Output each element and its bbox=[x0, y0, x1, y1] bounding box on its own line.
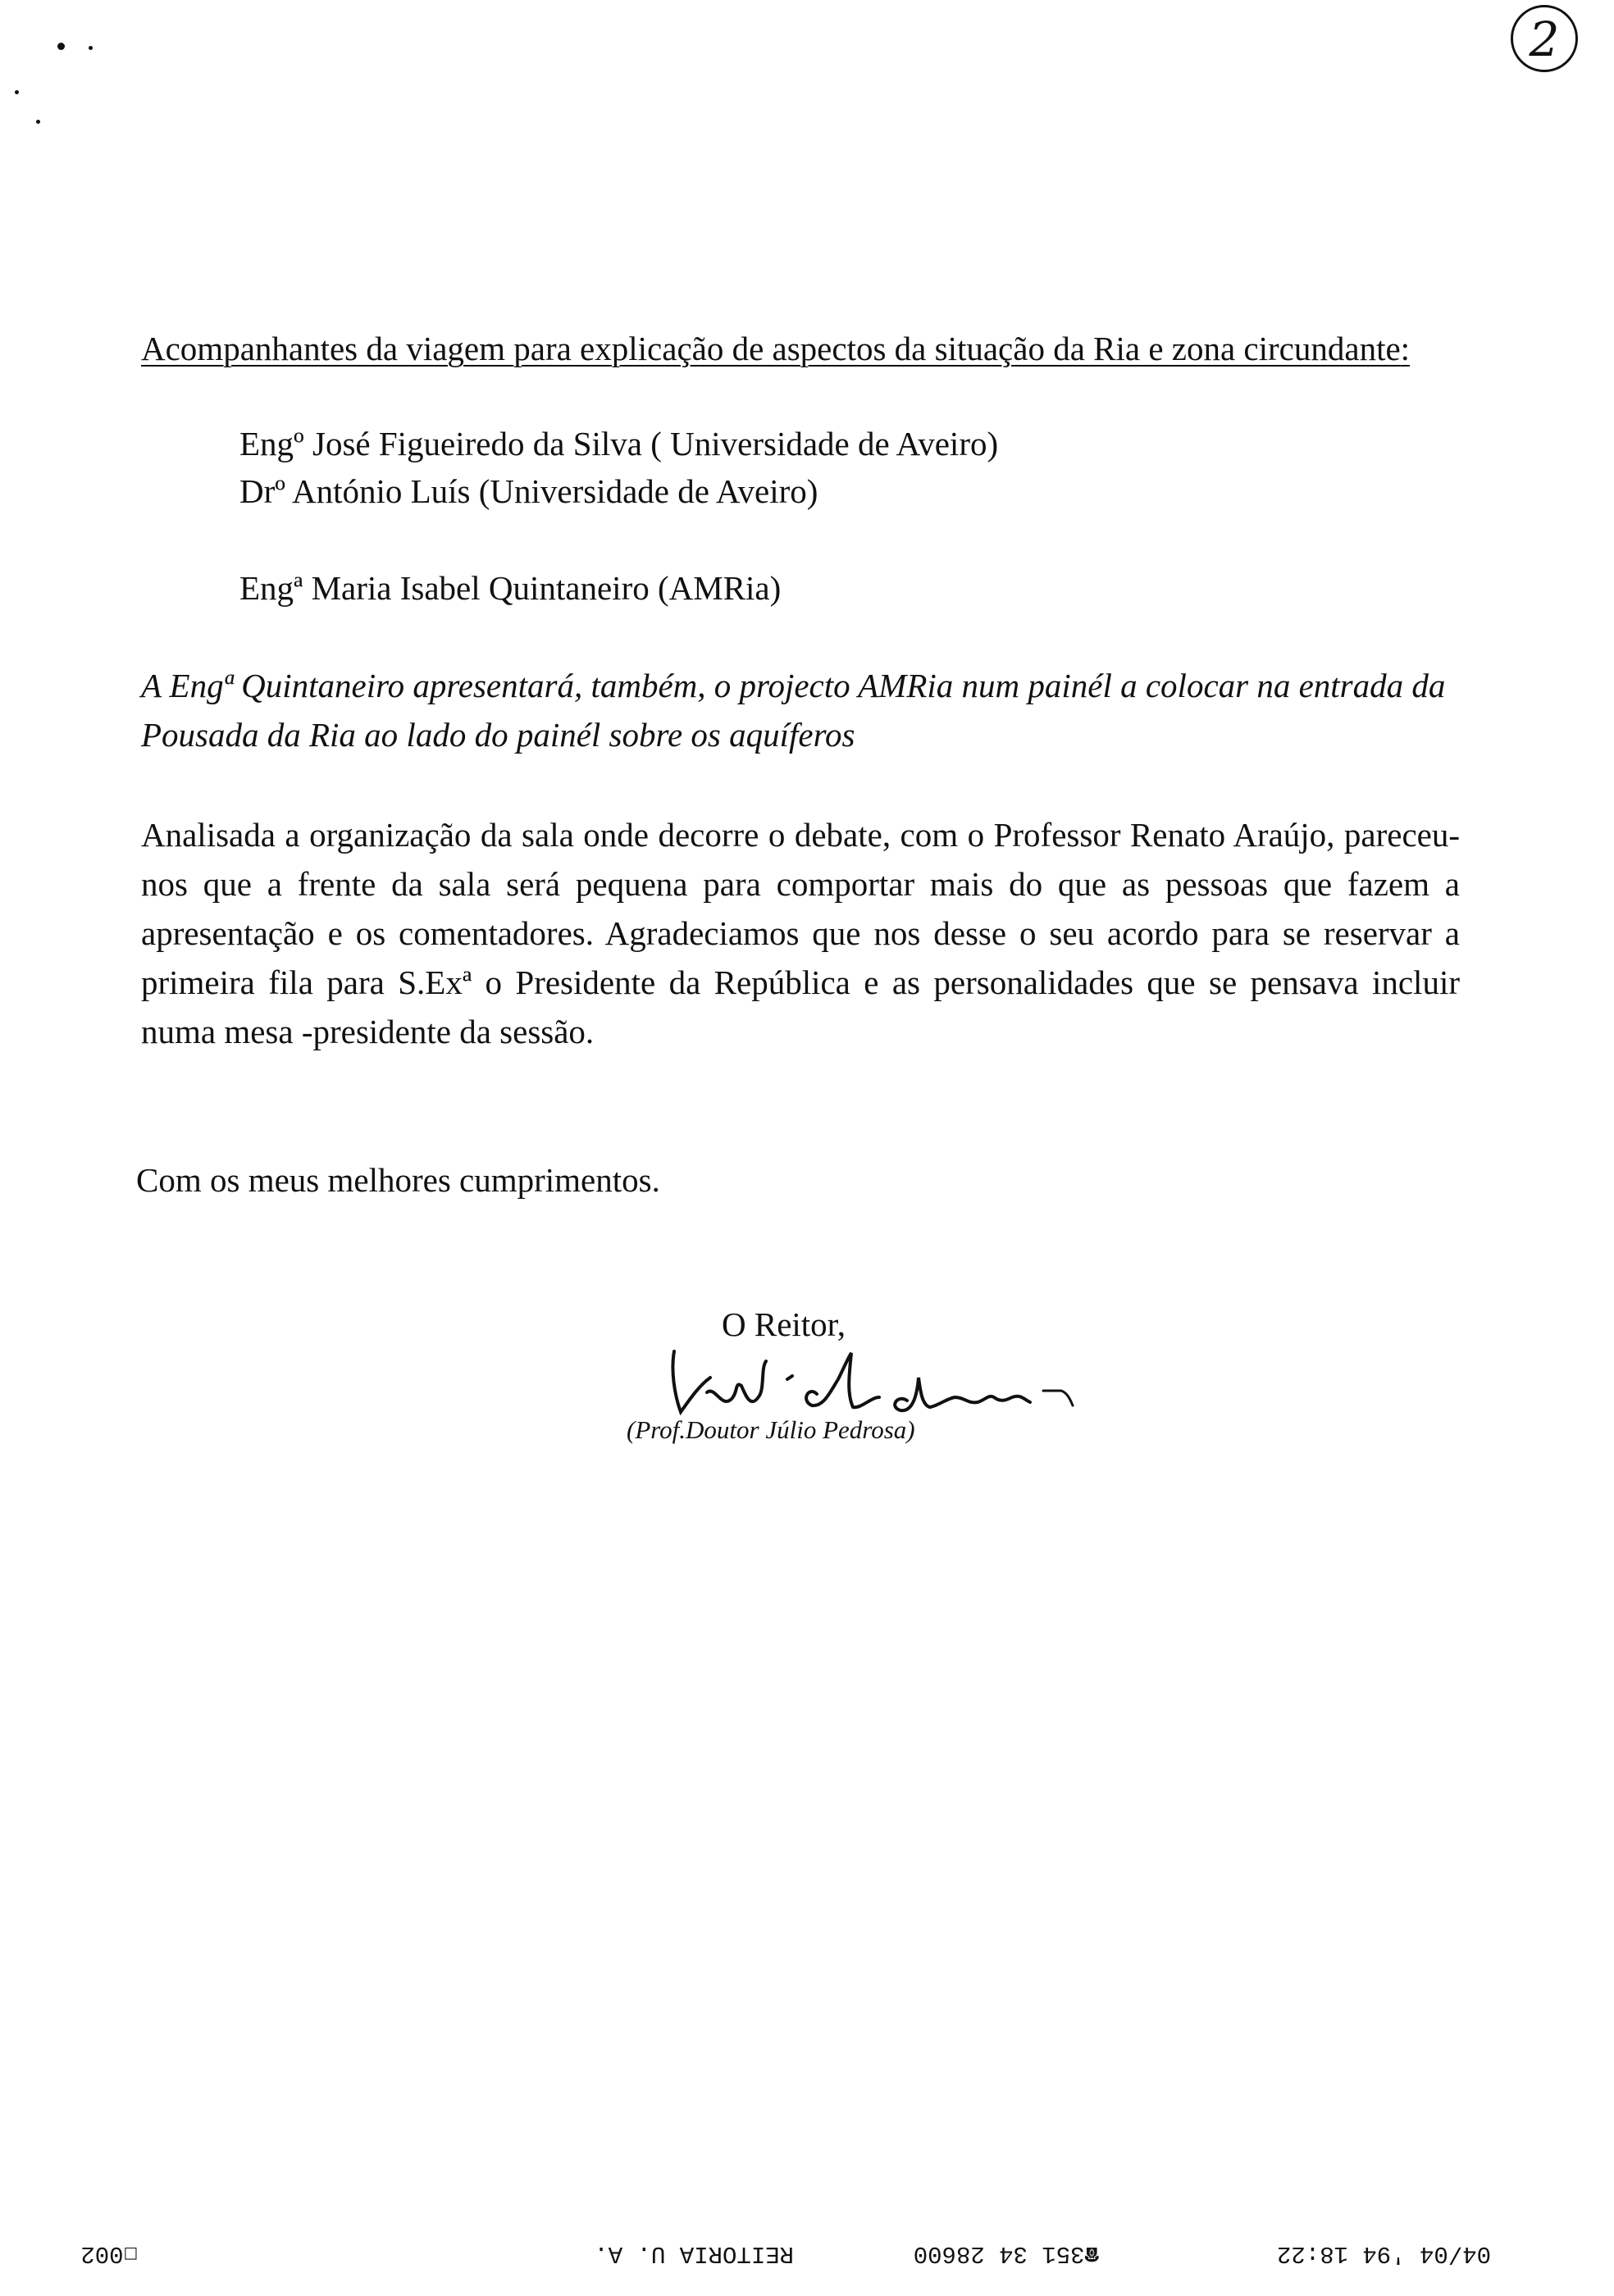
body-paragraph: Analisada a organização da sala onde decorre o debate, com o Professor Renato Araújo, pareceu-nos que a frente da sala será pequena para comportar mais do que as pessoas que fazem a apresentação e os comentadores. Agradeciamos que nos desse o seu acordo para se reservar a primeira fila para S.Exª o Presidente da República e as personalidades que se pensava incluir numa mesa -presidente da sessão. bbox=[141, 816, 1460, 1050]
scan-speck bbox=[89, 46, 93, 50]
attendee-line: Drº António Luís (Universidade de Aveiro) bbox=[239, 472, 818, 510]
companions-heading bbox=[141, 325, 1470, 372]
italic-note: A Engª Quintaneiro apresentará, também, o projecto AMRia num painél a colocar na entrada da Pousada da Ria ao lado do painél sobre os aquíferos bbox=[141, 667, 1446, 754]
scan-speck bbox=[36, 120, 40, 124]
attendee-line: Engº José Figueiredo da Silva ( Universidade de Aveiro) bbox=[239, 425, 999, 462]
companions-heading-text: Acompanhantes da viagem para explicação de aspectos da situação da Ria e zona circundante bbox=[141, 330, 1401, 367]
signatory-role: O Reitor, bbox=[722, 1305, 846, 1343]
signatory-name: (Prof.Doutor Júlio Pedrosa) bbox=[627, 1415, 915, 1444]
scan-speck bbox=[57, 43, 65, 50]
attendee-line: Engª Maria Isabel Quintaneiro (AMRia) bbox=[239, 569, 782, 607]
closing-line: Com os meus melhores cumprimentos. bbox=[136, 1161, 660, 1199]
fax-datetime: 04/04 '94 18:22 bbox=[1276, 2240, 1491, 2267]
scan-speck bbox=[15, 90, 19, 94]
fax-phone: ☎351 34 28600 bbox=[913, 2240, 1099, 2267]
page-number-circle: 2 bbox=[1511, 5, 1578, 72]
fax-page-count: ☐002 bbox=[80, 2240, 138, 2267]
heading-colon: : bbox=[1400, 330, 1411, 367]
fax-transmission-header bbox=[0, 2237, 1614, 2270]
fax-sender: REITORIA U. A. bbox=[594, 2240, 794, 2267]
